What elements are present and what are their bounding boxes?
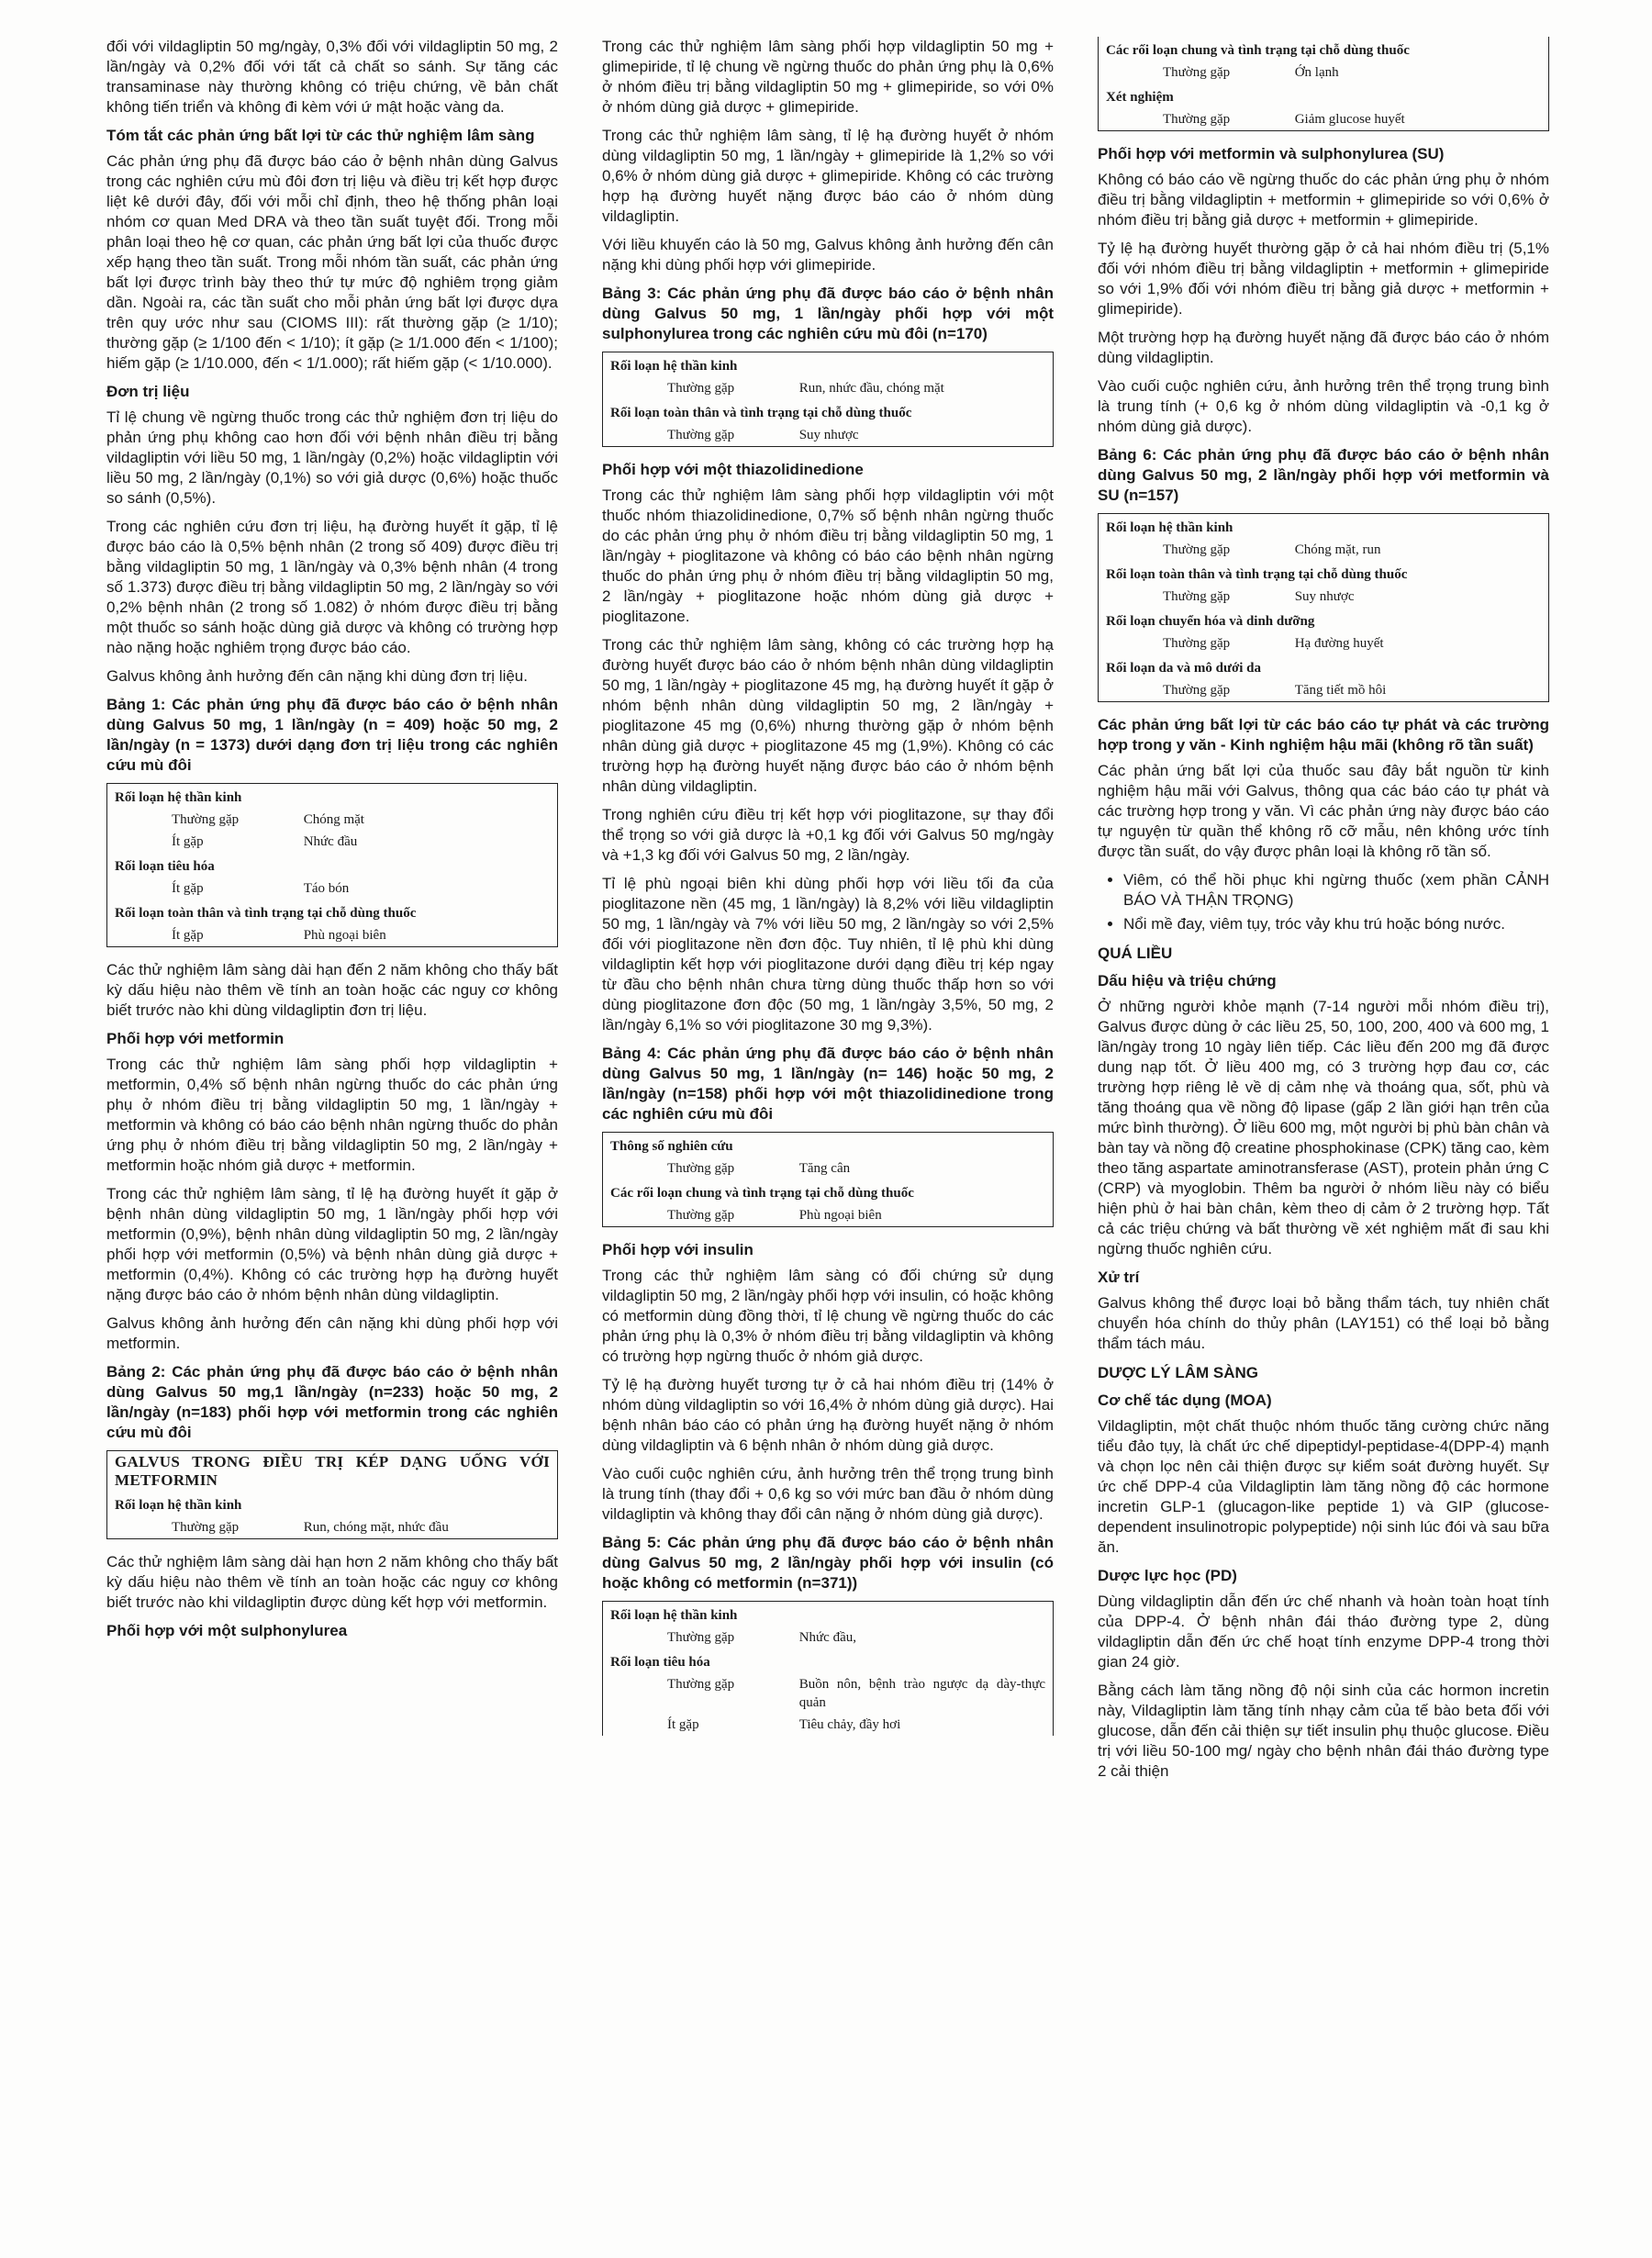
frequency-cell: Thường gặp <box>1163 636 1231 651</box>
major-section-title: DƯỢC LÝ LÂM SÀNG <box>1098 1364 1258 1381</box>
table-group: Các rối loạn chung và tình trạng tại chỗ dùng thuốc <box>1106 43 1410 58</box>
reaction-cell: Suy nhược <box>798 428 859 442</box>
table-group: Rối loạn tiêu hóa <box>610 1655 710 1670</box>
table-caption: Bảng 1: Các phản ứng phụ đã được báo cáo ở bệnh nhân dùng Galvus 50 mg, 1 lần/ngày (n = 409) hoặc 50 mg, 2 lần/ngày (n = 1373) dưới dạng đơn trị liệu trong các nghiên cứu mù đôi <box>106 696 558 774</box>
table-group: Rối loạn tiêu hóa <box>115 859 215 874</box>
table-group: Xét nghiệm <box>1106 90 1174 105</box>
frequency-cell: Thường gặp <box>667 428 735 442</box>
paragraph: Galvus không thể được loại bỏ bằng thẩm tách, tuy nhiên chất chuyển hóa chính do thủy phân (LAY151) có thể loại bỏ bằng thẩm tách máu. <box>1098 1294 1549 1352</box>
section-heading: Xử trí <box>1098 1269 1140 1286</box>
section-heading: Tóm tắt các phản ứng bất lợi từ các thử nghiệm lâm sàng <box>106 127 535 144</box>
table-row <box>107 831 558 853</box>
reaction-cell: Táo bón <box>303 881 350 896</box>
column-1 <box>106 37 558 1647</box>
reaction-cell: Tiêu chảy, đầy hơi <box>798 1717 901 1732</box>
table-5-continued <box>1098 37 1549 131</box>
table-row <box>1099 632 1549 654</box>
table-5 <box>602 1601 1054 1736</box>
table-group: Rối loạn hệ thần kinh <box>610 1608 738 1623</box>
reaction-cell: Tăng cân <box>798 1161 851 1176</box>
table-caption: Bảng 2: Các phản ứng phụ đã được báo cáo ở bệnh nhân dùng Galvus 50 mg,1 lần/ngày (n=233) hoặc 50 mg, 2 lần/ngày (n=183) phối hợp với metformin trong các nghiên cứu mù đôi <box>106 1363 558 1441</box>
frequency-cell: Thường gặp <box>667 1630 735 1645</box>
paragraph: Các phản ứng phụ đã được báo cáo ở bệnh nhân dùng Galvus trong các nghiên cứu mù đôi đơn trị liệu và điều trị kết hợp được liệt kê dưới đây, đối với mỗi chỉ định, theo hệ thống phân loại nhóm cơ quan Med DRA và theo tần suất tuyệt đối. Trong mỗi phân loại theo hệ cơ quan, các phản ứng bất lợi của thuốc được xếp hạng theo tần suất. Trong mỗi nhóm tần suất, các phản ứng bất lợi được trình bày theo thứ tự mức độ nghiêm trọng giảm dần. Ngoài ra, các tần suất cho mỗi phản ứng bất lợi được dựa trên quy ước như sau (CIOMS III): rất thường gặp (≥ 1/10); thường gặp (≥ 1/100 đến < 1/10); ít gặp (≥ 1/1.000 đến < 1/100); hiếm gặp (≥ 1/10.000, đến < 1/1.000); rất hiếm gặp (< 1/10.000). <box>106 152 558 372</box>
paragraph: Bằng cách làm tăng nồng độ nội sinh của các hormon incretin này, Vildagliptin làm tăng tính nhạy cảm của tế bào beta đối với glucose, dẫn đến cải thiện sự tiết insulin phụ thuộc glucose. Điều trị với liều 50-100 mg/ ngày cho bệnh nhân đái tháo đường type 2 cải thiện <box>1098 1682 1549 1780</box>
bullet-list <box>1098 870 1549 934</box>
table-group: Rối loạn chuyển hóa và dinh dưỡng <box>1106 614 1315 629</box>
table-group: Rối loạn toàn thân và tình trạng tại chỗ dùng thuốc <box>1106 567 1408 582</box>
table-group: Rối loạn hệ thần kinh <box>115 1498 242 1513</box>
reaction-cell: Chóng mặt, run <box>1294 542 1381 557</box>
table-group: Rối loạn hệ thần kinh <box>115 790 242 805</box>
table-group: Rối loạn hệ thần kinh <box>1106 520 1233 535</box>
frequency-cell: Thường gặp <box>1163 542 1231 557</box>
table-group: Rối loạn toàn thân và tình trạng tại chỗ dùng thuốc <box>115 906 417 921</box>
frequency-cell: Ít gặp <box>172 881 204 896</box>
paragraph: Tỉ lệ chung về ngừng thuốc trong các thử nghiệm đơn trị liệu do phản ứng phụ không cao hơn đối với bệnh nhân điều trị bằng vildagliptin với liều 50 mg, 1 lần/ngày (0,2%) hoặc vildagliptin với liều 50 mg, 2 lần/ngày (0,1%) so với giả dược (0,6%) hoặc thuốc so sánh (0,5%). <box>106 408 558 507</box>
table-header: GALVUS TRONG ĐIỀU TRỊ KÉP DẠNG UỐNG VỚI METFORMIN <box>115 1453 550 1489</box>
table-group: Rối loạn da và mô dưới da <box>1106 661 1262 676</box>
table-4 <box>602 1132 1054 1227</box>
paragraph: Galvus không ảnh hưởng đến cân nặng khi dùng đơn trị liệu. <box>106 667 528 685</box>
paragraph: Các thử nghiệm lâm sàng dài hạn đến 2 năm không cho thấy bất kỳ dấu hiệu nào thêm về tính an toàn hoặc các nguy cơ không biết trước nào khi dùng vildagliptin đơn trị liệu. <box>106 961 558 1019</box>
paragraph: Vào cuối cuộc nghiên cứu, ảnh hưởng trên thể trọng trung bình là trung tính (thay đổi + 0,6 kg so với mức ban đầu ở nhóm dùng vildagliptin và không thay đổi cân nặng ở nhóm dùng giả dược). <box>602 1465 1054 1523</box>
table-row <box>603 377 1054 399</box>
table-6 <box>1098 513 1549 702</box>
frequency-cell: Thường gặp <box>667 381 735 396</box>
paragraph: Một trường hợp hạ đường huyết nặng đã được báo cáo ở nhóm dùng vildagliptin. <box>1098 329 1549 366</box>
paragraph: Dùng vildagliptin dẫn đến ức chế nhanh và hoàn toàn hoạt tính của DPP-4. Ở bệnh nhân đái tháo đường type 2, dùng vildagliptin dẫn đến ức chế hoạt tính enzyme DPP-4 trong thời gian 24 giờ. <box>1098 1593 1549 1671</box>
paragraph: đối với vildagliptin 50 mg/ngày, 0,3% đối với vildagliptin 50 mg, 2 lần/ngày và 0,2% đối với tất cả chất so sánh. Sự tăng các transaminase này thường không có triệu chứng, về bản chất không tiến triển và không đi kèm với ứ mật hoặc vàng da. <box>106 38 558 116</box>
frequency-cell: Thường gặp <box>172 812 240 827</box>
reaction-cell: Ớn lạnh <box>1294 65 1339 80</box>
column-2 <box>602 37 1054 1749</box>
paragraph: Galvus không ảnh hưởng đến cân nặng khi dùng phối hợp với metformin. <box>106 1314 558 1352</box>
table-row <box>1099 539 1549 561</box>
section-heading: Phối hợp với insulin <box>602 1241 753 1258</box>
paragraph: Tỷ lệ hạ đường huyết tương tự ở cả hai nhóm điều trị (14% ở nhóm dùng vildagliptin so với 16,4% ở nhóm dùng giả dược). Hai bệnh nhân báo cáo có phản ứng hạ đường huyết nặng ở nhóm dùng vildagliptin và 6 bệnh nhân ở nhóm dùng giả dược. <box>602 1376 1054 1454</box>
table-row <box>603 424 1054 447</box>
section-heading: Dược lực học (PD) <box>1098 1567 1237 1584</box>
frequency-cell: Thường gặp <box>172 1520 240 1535</box>
table-row <box>603 1204 1054 1227</box>
reaction-cell: Run, nhức đầu, chóng mặt <box>798 381 944 396</box>
table-row <box>1099 61 1549 84</box>
paragraph: Trong các thử nghiệm lâm sàng, tỉ lệ hạ đường huyết ở nhóm dùng vildagliptin 50 mg, 1 lần/ngày + glimepiride là 1,2% so với 0,6% ở nhóm dùng giả dược + glimepiride. Không có các trường hợp hạ đường huyết nặng được báo cáo ở nhóm dùng vildagliptin. <box>602 127 1054 225</box>
frequency-cell: Thường gặp <box>667 1161 735 1176</box>
paragraph: Trong các thử nghiệm lâm sàng phối hợp vildagliptin với một thuốc nhóm thiazolidinedione, 0,7% số bệnh nhân ngừng thuốc do các phản ứng phụ ở nhóm điều trị bằng vildagliptin 50 mg, 1 lần/ngày + pioglitazone và không có báo cáo bệnh nhân ngừng thuốc do phản ứng phụ ở nhóm điều trị bằng vildagliptin 50 mg, 2 lần/ngày + pioglitazone hoặc nhóm dùng giả dược + pioglitazone. <box>602 486 1054 625</box>
section-heading: Đơn trị liệu <box>106 383 190 400</box>
frequency-cell: Thường gặp <box>1163 589 1231 604</box>
table-1 <box>106 783 558 947</box>
reaction-cell: Nhức đầu <box>303 834 358 849</box>
table-row <box>107 1516 558 1539</box>
list-item: • Viêm, có thể hồi phục khi ngừng thuốc (xem phần CẢNH BÁO VÀ THẬN TRỌNG) <box>1123 870 1549 911</box>
column-3 <box>1098 37 1549 1790</box>
frequency-cell: Thường gặp <box>667 1677 735 1692</box>
reaction-cell: Hạ đường huyết <box>1294 636 1384 651</box>
major-section-title: QUÁ LIỀU <box>1098 945 1173 962</box>
table-row <box>603 1714 1054 1736</box>
table-row <box>1099 586 1549 608</box>
table-caption: Bảng 4: Các phản ứng phụ đã được báo cáo ở bệnh nhân dùng Galvus 50 mg, 1 lần/ngày (n= 146) hoặc 50 mg, 2 lần/ngày (n=158) phối hợp với một thiazolidinedione trong các nghiên cứu mù đôi <box>602 1045 1054 1123</box>
table-row <box>603 1157 1054 1179</box>
paragraph: Với liều khuyến cáo là 50 mg, Galvus không ảnh hưởng đến cân nặng khi dùng phối hợp với glimepiride. <box>602 236 1054 274</box>
section-heading: Dấu hiệu và triệu chứng <box>1098 972 1277 989</box>
section-heading: Phối hợp với một sulphonylurea <box>106 1622 348 1639</box>
paragraph: Trong nghiên cứu điều trị kết hợp với pioglitazone, sự thay đổi thể trọng so với giả dược là +0,1 kg đối với Galvus 50 mg/ngày và +1,3 kg đối với Galvus 50 mg, 2 lần/ngày. <box>602 806 1054 864</box>
paragraph: Tỷ lệ hạ đường huyết thường gặp ở cả hai nhóm điều trị (5,1% đối với nhóm điều trị bằng vildagliptin + metformin + glimepiride so với 1,9% đối với nhóm điều trị bằng giả dược + metformin + glimepiride). <box>1098 240 1549 318</box>
paragraph: Trong các thử nghiệm lâm sàng phối hợp vildagliptin 50 mg + glimepiride, tỉ lệ chung về ngừng thuốc do phản ứng phụ là 0,6% ở nhóm điều trị bằng vildagliptin 50 mg + glimepiride, so với 0% ở nhóm dùng giả dược + glimepiride. <box>602 38 1054 116</box>
paragraph: Các thử nghiệm lâm sàng dài hạn hơn 2 năm không cho thấy bất kỳ dấu hiệu nào thêm về tính an toàn hoặc các nguy cơ không biết trước nào khi vildagliptin được dùng kết hợp với metformin. <box>106 1553 558 1611</box>
table-row <box>107 809 558 831</box>
reaction-cell: Suy nhược <box>1294 589 1355 604</box>
reaction-cell: Phù ngoại biên <box>303 928 386 943</box>
paragraph: Trong các thử nghiệm lâm sàng phối hợp vildagliptin + metformin, 0,4% số bệnh nhân ngừng thuốc do các phản ứng phụ ở nhóm điều trị bằng vildagliptin 50 mg, 1 lần/ngày + metformin và không có báo cáo bệnh nhân ngừng thuốc do phản ứng phụ ở nhóm điều trị bằng vildagliptin 50 mg, 2 lần/ngày + metformin hoặc nhóm giả dược + metformin. <box>106 1056 558 1174</box>
table-row <box>107 924 558 947</box>
reaction-cell: Chóng mặt <box>303 812 364 827</box>
table-row <box>603 1673 1054 1714</box>
list-item: • Nổi mề đay, viêm tụy, tróc vảy khu trú hoặc bóng nước. <box>1123 914 1549 934</box>
paragraph: Vildagliptin, một chất thuộc nhóm thuốc tăng cường chức năng tiểu đảo tụy, là chất ức chế dipeptidyl-peptidase-4(DPP-4) mạnh và chọn lọc nên cải thiện được sự kiểm soát đường huyết. Sự ức chế DPP-4 của Vildagliptin làm tăng nồng độ các hormone incretin GLP-1 (glucagon-like peptide 1) và GIP (glucose-dependent insulinotropic polypeptide) nội sinh lúc đói và sau bữa ăn. <box>1098 1417 1549 1556</box>
table-row <box>1099 679 1549 702</box>
paragraph: Tỉ lệ phù ngoại biên khi dùng phối hợp với liều tối đa của pioglitazone nền (45 mg, 1 lần/ngày) là 8,2% với liều vildagliptin 50 mg, 1 lần/ngày và 7% với liều 50 mg, 2 lần/ngày so với 2,5% đối với pioglitazone nền đơn độc. Tuy nhiên, tỉ lệ phù khi dùng vildagliptin kết hợp với pioglitazone dưới dạng điều trị kép ngay từ đầu cho bệnh nhân chưa từng dùng thuốc thấp hơn so với dùng pioglitazone đơn độc (50 mg, 1 lần/ngày 3,5%, 50 mg, 2 lần/ngày 6,1% so với pioglitazone 30 mg 9,3%). <box>602 875 1054 1034</box>
reaction-cell: Phù ngoại biên <box>798 1208 882 1223</box>
frequency-cell: Ít gặp <box>667 1717 699 1732</box>
reaction-cell: Giảm glucose huyết <box>1294 112 1405 127</box>
reaction-cell: Buồn nôn, bệnh trào ngược dạ dày-thực quản <box>798 1677 1045 1710</box>
reaction-cell: Run, chóng mặt, nhức đầu <box>303 1520 449 1535</box>
paragraph: Các phản ứng bất lợi của thuốc sau đây bắt nguồn từ kinh nghiệm hậu mãi với Galvus, thông qua các báo cáo tự phát và các trường hợp trong y văn. Vì các phản ứng này được báo cáo tự nguyện từ quần thể không rõ cỡ mẫu, nên không ước tính được tần suất, do vậy được phân loại là không rõ tần số. <box>1098 762 1549 860</box>
table-group: Rối loạn hệ thần kinh <box>610 359 738 374</box>
paragraph: Ở những người khỏe mạnh (7-14 người mỗi nhóm điều trị), Galvus được dùng ở các liều 25, 50, 100, 200, 400 và 600 mg, 1 lần/ngày trong 10 ngày liên tiếp. Các liều đến 200 mg đã được dung nạp tốt. Ở liều 400 mg, có 3 trường hợp đau cơ, các trường hợp riêng lẻ về dị cảm nhẹ và thoáng qua, sốt, phù và tăng thoáng qua về nồng độ lipase (gấp 2 lần giới hạn trên của mức bình thường). Ở liều 600 mg, một người bị phù bàn chân và bàn tay và nồng độ creatine phosphokinase (CPK) tăng cao, kèm theo tăng aspartate aminotransferase (AST), protein phản ứng C (CRP) và myoglobin. Thêm ba người ở nhóm liều này có biểu hiện phù ở hai bàn chân, kèm theo dị cảm ở 2 trường hợp. Tất cả các triệu chứng và bất thường về xét nghiệm mất đi sau khi ngừng thuốc nghiên cứu. <box>1098 998 1549 1258</box>
paragraph: Trong các thử nghiệm lâm sàng có đối chứng sử dụng vildagliptin 50 mg, 2 lần/ngày phối hợp với insulin, có hoặc không có metformin dùng đồng thời, tỉ lệ chung về ngừng thuốc do các phản ứng phụ là 0,3% ở nhóm điều trị bằng vildagliptin và không có trường hợp ngừng thuốc ở nhóm giả dược. <box>602 1267 1054 1365</box>
table-caption: Bảng 5: Các phản ứng phụ đã được báo cáo ở bệnh nhân dùng Galvus 50 mg, 2 lần/ngày phối hợp với insulin (có hoặc không có metformin (n=371)) <box>602 1534 1054 1592</box>
table-row <box>603 1626 1054 1649</box>
frequency-cell: Ít gặp <box>172 928 204 943</box>
frequency-cell: Thường gặp <box>1163 683 1231 698</box>
section-heading: Các phản ứng bất lợi từ các báo cáo tự phát và các trường hợp trong y văn - Kinh nghiệm hậu mãi (không rõ tần suất) <box>1098 716 1549 754</box>
paragraph: Trong các thử nghiệm lâm sàng, không có các trường hợp hạ đường huyết được báo cáo ở nhóm bệnh nhân dùng vildagliptin 50 mg, 1 lần/ngày + pioglitazone 45 mg, hạ đường huyết ít gặp ở nhóm bệnh nhân dùng vildagliptin 50 mg, 2 lần/ngày + pioglitazone 45 mg (0,6%) nhưng thường gặp ở nhóm bệnh nhân dùng giả dược + pioglitazone 45 mg (1,9%). Không có các trường hợp hạ đường huyết nặng được báo cáo ở nhóm bệnh nhân dùng vildagliptin. <box>602 636 1054 795</box>
paragraph: Không có báo cáo về ngừng thuốc do các phản ứng phụ ở nhóm điều trị bằng vildagliptin + metformin + glimepiride so với 0,6% ở nhóm điều trị bằng giả dược + metformin + glimepiride. <box>1098 171 1549 229</box>
table-3 <box>602 352 1054 447</box>
section-heading: Cơ chế tác dụng (MOA) <box>1098 1392 1272 1409</box>
frequency-cell: Thường gặp <box>1163 112 1231 127</box>
frequency-cell: Thường gặp <box>667 1208 735 1223</box>
paragraph: Trong các nghiên cứu đơn trị liệu, hạ đường huyết ít gặp, tỉ lệ được báo cáo là 0,5% bệnh nhân (2 trong số 409) được điều trị bằng vildagliptin 50 mg, 1 lần/ngày và 0,3% bệnh nhân (4 trong số 1.373) được điều trị bằng vildagliptin 50 mg, 2 lần/ngày so với 0,2% bệnh nhân (2 trong số 1.082) ở nhóm được điều trị bằng một thuốc so sánh hoặc dùng giả dược và không có trường hợp nào nặng hoặc nghiêm trọng được báo cáo. <box>106 518 558 656</box>
table-caption: Bảng 3: Các phản ứng phụ đã được báo cáo ở bệnh nhân dùng Galvus 50 mg, 1 lần/ngày phối hợp với một sulphonylurea trong các nghiên cứu mù đôi (n=170) <box>602 285 1054 342</box>
section-heading: Phối hợp với metformin <box>106 1030 285 1047</box>
table-row <box>107 877 558 900</box>
reaction-cell: Nhức đầu, <box>798 1630 856 1645</box>
paragraph: Trong các thử nghiệm lâm sàng, tỉ lệ hạ đường huyết ít gặp ở bệnh nhân dùng vildagliptin 50 mg, 1 lần/ngày phối hợp với metformin (0,9%), bệnh nhân dùng vildagliptin 50 mg, 2 lần/ngày phối hợp với metformin (0,5%) và bệnh nhân dùng giả dược + metformin (0,4%). Không có các trường hợp hạ đường huyết nặng được báo cáo ở nhóm bệnh nhân dùng vildagliptin. <box>106 1185 558 1303</box>
table-caption: Bảng 6: Các phản ứng phụ đã được báo cáo ở bệnh nhân dùng Galvus 50 mg, 2 lần/ngày phối hợp với metformin và SU (n=157) <box>1098 446 1549 504</box>
reaction-cell: Tăng tiết mồ hôi <box>1294 683 1387 698</box>
table-group: Thông số nghiên cứu <box>610 1139 733 1154</box>
section-heading: Phối hợp với một thiazolidinedione <box>602 461 864 478</box>
frequency-cell: Ít gặp <box>172 834 204 849</box>
table-group: Các rối loạn chung và tình trạng tại chỗ dùng thuốc <box>610 1186 914 1201</box>
frequency-cell: Thường gặp <box>1163 65 1231 80</box>
section-heading: Phối hợp với metformin và sulphonylurea (SU) <box>1098 145 1445 162</box>
table-group: Rối loạn toàn thân và tình trạng tại chỗ dùng thuốc <box>610 406 912 420</box>
table-2 <box>106 1450 558 1539</box>
table-row <box>1099 108 1549 131</box>
paragraph: Vào cuối cuộc nghiên cứu, ảnh hưởng trên thể trọng trung bình là trung tính (+ 0,6 kg ở nhóm dùng vildagliptin và -0,1 kg ở nhóm dùng giả dược). <box>1098 377 1549 435</box>
